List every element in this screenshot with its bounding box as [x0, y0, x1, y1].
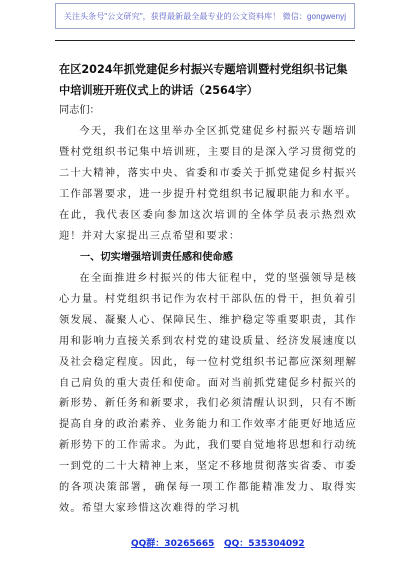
header-divider [55, 40, 355, 41]
paragraph-section-1: 在全面推进乡村振兴的伟大征程中，党的坚强领导是核心力量。村党组织书记作为农村干部队伍的骨干，担负着引领发展、凝聚人心、保障民生、维护稳定等重要职责，其作用和影响力直接关系到农村党的建设质量、经济发展速度以及社会稳定程度。因此，每一位村党组织书记都应深刻理解自己肩负的重大责任和使命。面对当前抓党建促乡村振兴的新形势、新任务和新要求，我们必须清醒认识到，只有不断提高自身的政治素养、业务能力和工作效率才能更好地适应新形势下的工作需求。为此，我们要自觉地将思想和行动统一到党的二十大精神上来，坚定不移地贯彻落实省委、市委的各项决策部署，确保每一项工作都能精准发力、取得实效。希望大家珍惜这次难得的学习机 [59, 273, 357, 514]
footer [0, 536, 408, 552]
paragraph-intro: 今天，我们在这里举办全区抓党建促乡村振兴专题培训暨村党组织书记集中培训班，主要目的是深入学习贯彻党的二十大精神，落实中央、省委和市委关于抓党建促乡村振兴工作部署要求，进一步提升村党组织书记履职能力和水平。在此，我代表区委向参加这次培训的全体学员表示热烈欢迎！并对大家提出三点希望和要求： [59, 126, 357, 242]
section-heading-1: 一、切实增强培训责任感和使命感 [80, 252, 233, 263]
footer-qq-group[interactable]: QQ群：30265665 [131, 539, 215, 549]
footer-qq-contact[interactable]: QQ：535304092 [224, 539, 305, 549]
document-title: 在区2024年抓党建促乡村振兴专题培训暨村党组织书记集中培训班开班仪式上的讲话（2564字） [59, 63, 348, 97]
header-banner: 关注头条号"公文研究"，获得最新最全最专业的公文资料库！ 微信：gongwenyj [55, 3, 355, 29]
salutation: 同志们： [59, 105, 100, 116]
